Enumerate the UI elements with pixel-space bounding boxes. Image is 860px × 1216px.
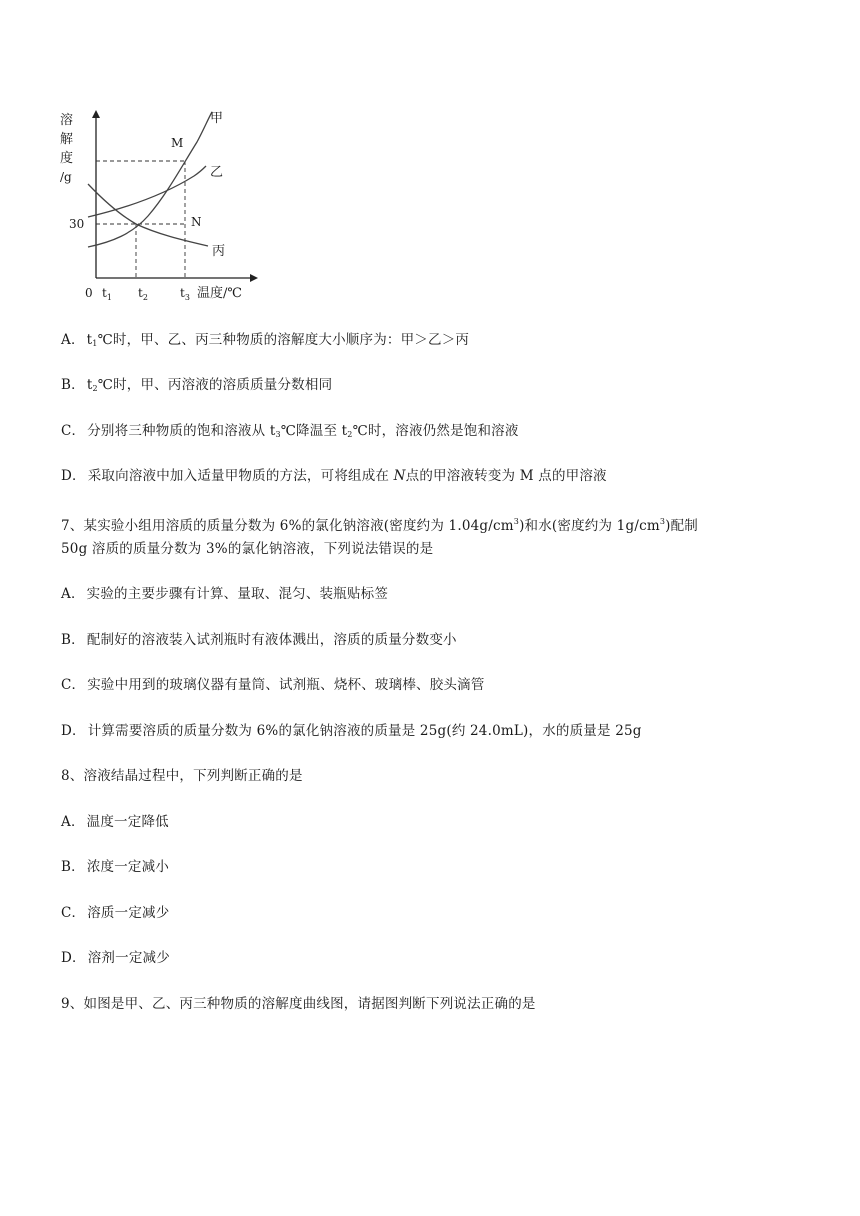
q7-stem-line-1: 7、某实验小组用溶质的质量分数为 6%的氯化钠溶液(密度约为 $1.04g/cm^3$)和水(密度约为 $1g/cm^3$)配制 [61, 517, 699, 534]
option-label: D． [61, 468, 86, 484]
x-axis-arrow [250, 274, 258, 282]
solubility-chart-svg [52, 104, 262, 304]
q8-option-c: C． 溶质一定减少 [61, 905, 170, 921]
q6-option-d: D． 采取向溶液中加入适量甲物质的方法，可将组成在 N点的甲溶液转变为 M 点的甲溶液 [61, 468, 607, 484]
q8-option-b: B． 浓度一定减小 [61, 859, 170, 875]
x-tick-zero: 0 [85, 286, 93, 300]
option-label: C． [61, 423, 86, 439]
q8-option-d: D． 溶剂一定减少 [61, 950, 170, 966]
solubility-chart [52, 104, 262, 304]
q6-option-a: A． $t_1℃$时，甲、乙、丙三种物质的溶解度大小顺序为：甲＞乙＞丙 [61, 332, 470, 348]
x-axis-label: 温度/℃ [197, 286, 242, 301]
point-label-m: M [171, 136, 184, 150]
x-tick-t2: $t_2$ [138, 286, 148, 302]
curve-label-bing: 丙 [212, 244, 226, 259]
q6-option-c: C． 分别将三种物质的饱和溶液从 $t_3℃$降温至 $t_2℃$时，溶液仍然是饱和溶液 [61, 423, 519, 439]
x-tick-t1: $t_1$ [102, 286, 112, 302]
y-axis-arrow [92, 110, 100, 118]
option-label: D． [61, 950, 86, 966]
q7-option-b: B． 配制好的溶液装入试剂瓶时有液体溅出，溶质的质量分数变小 [61, 632, 457, 648]
q7-option-a: A． 实验的主要步骤有计算、量取、混匀、装瓶贴标签 [61, 586, 389, 602]
y-label-char-4: /g [60, 170, 72, 184]
option-label: A． [61, 332, 85, 348]
option-label: C． [61, 905, 86, 921]
y-label-char-2: 解 [60, 132, 74, 147]
option-label: B． [61, 632, 85, 648]
option-label: B． [61, 377, 85, 393]
y-label-char-3: 度 [60, 151, 74, 166]
q6-option-b: B． $t_2℃$时，甲、丙溶液的溶质质量分数相同 [61, 377, 333, 393]
option-label: B． [61, 859, 85, 875]
option-label: D． [61, 723, 86, 739]
q7-option-d: D． 计算需要溶质的质量分数为 6%的氯化钠溶液的质量是 25g(约 24.0mL)，水的质量是 25g [61, 723, 642, 739]
curve-bing [88, 184, 208, 246]
curve-yi [88, 166, 206, 217]
point-label-n: N [191, 215, 202, 229]
option-label: C． [61, 677, 86, 693]
curve-label-jia: 甲 [210, 111, 224, 126]
q7-option-c: C． 实验中用到的玻璃仪器有量筒、试剂瓶、烧杯、玻璃棒、胶头滴管 [61, 677, 485, 693]
curve-label-yi: 乙 [210, 165, 224, 180]
y-tick-30: 30 [69, 217, 85, 231]
q8-option-a: A． 温度一定降低 [61, 814, 169, 830]
q9-stem: 9、如图是甲、乙、丙三种物质的溶解度曲线图，请据图判断下列说法正确的是 [61, 996, 536, 1012]
q8-stem: 8、溶液结晶过程中，下列判断正确的是 [61, 768, 303, 784]
y-label-char-1: 溶 [60, 113, 74, 128]
x-tick-t3: $t_3$ [180, 286, 190, 302]
option-label: A． [61, 586, 85, 602]
option-label: A． [61, 814, 85, 830]
q7-stem-line-2: 50g 溶质的质量分数为 3%的氯化钠溶液，下列说法错误的是 [61, 541, 434, 557]
